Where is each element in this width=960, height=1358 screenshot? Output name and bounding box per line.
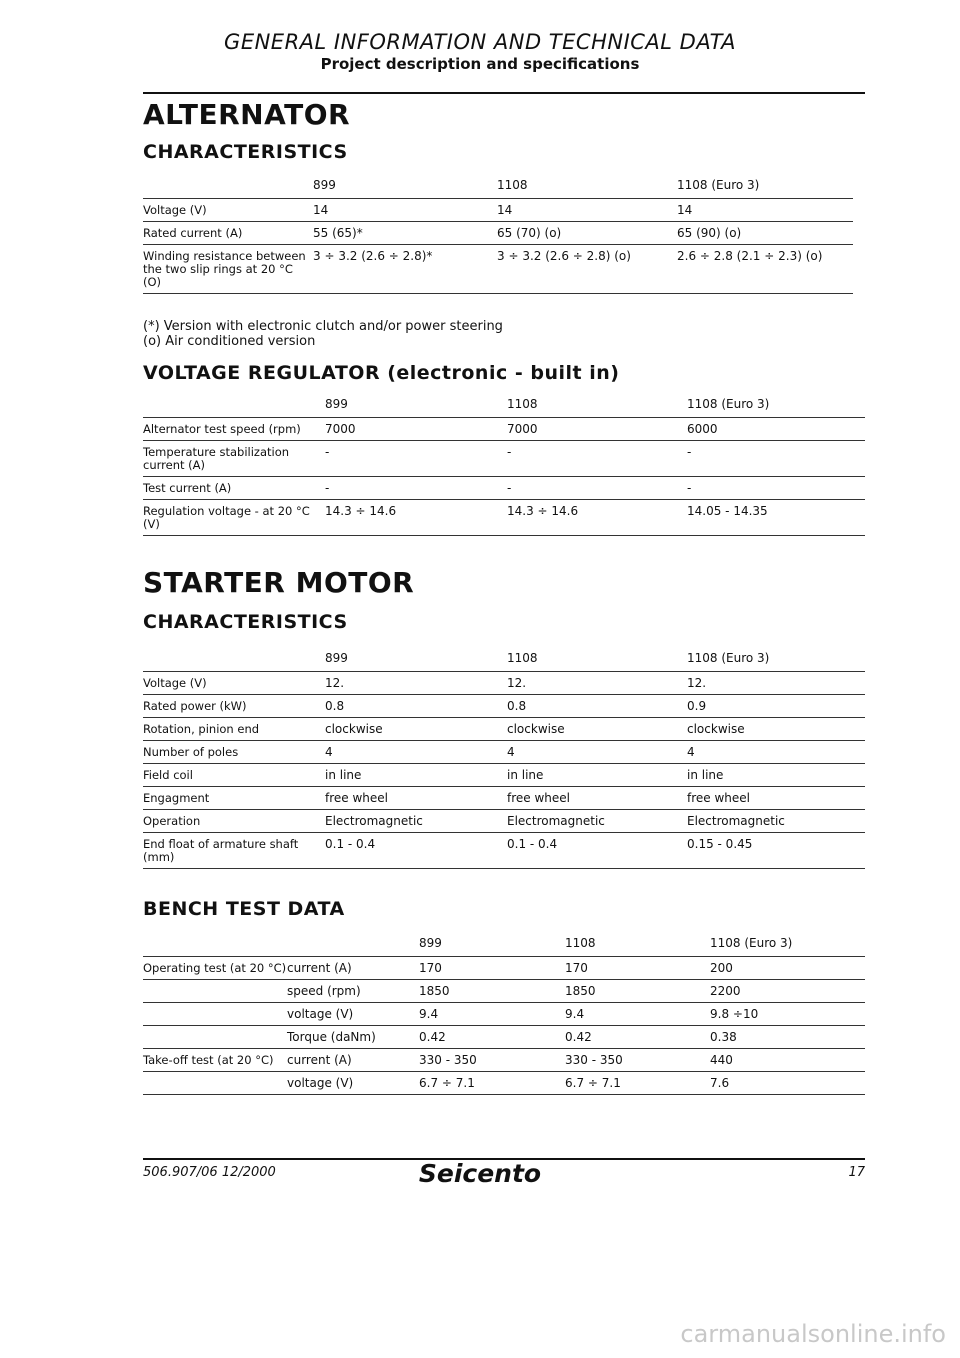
page-number: 17: [848, 1165, 865, 1180]
table-header-row: [143, 397, 865, 418]
table-cell: current (A): [287, 1049, 419, 1072]
table-cell: 330 - 350: [419, 1049, 565, 1072]
alternator-title: ALTERNATOR: [143, 98, 351, 131]
table-cell: 200: [710, 957, 865, 980]
regulator-table: [143, 397, 865, 536]
table-row: [143, 477, 865, 500]
table-cell: speed (rpm): [287, 980, 419, 1003]
table-cell: 0.38: [710, 1026, 865, 1049]
table-cell: 2200: [710, 980, 865, 1003]
table-cell: 65 (70) (o): [497, 222, 677, 245]
column-header: 1108 (Euro 3): [687, 651, 865, 672]
table-cell: 6.7 ÷ 7.1: [565, 1072, 710, 1095]
table-cell: 3 ÷ 3.2 (2.6 ÷ 2.8)*: [313, 245, 497, 294]
watermark: carmanualsonline.info: [680, 1320, 946, 1348]
table-row: [143, 1003, 865, 1026]
table-cell: 12.: [507, 672, 687, 695]
table-cell: 0.8: [325, 695, 507, 718]
table-cell: 4: [687, 741, 865, 764]
table-cell: clockwise: [687, 718, 865, 741]
table-cell: Rotation, pinion end: [143, 718, 325, 741]
table-cell: 9.4: [419, 1003, 565, 1026]
column-header: [287, 936, 419, 957]
table-cell: 0.42: [565, 1026, 710, 1049]
table-cell: Rated power (kW): [143, 695, 325, 718]
table-cell: Rated current (A): [143, 222, 313, 245]
bench-title: BENCH TEST DATA: [143, 898, 345, 920]
column-header: [143, 936, 287, 957]
table-cell: Electromagnetic: [507, 810, 687, 833]
table-cell: 14.05 - 14.35: [687, 500, 865, 536]
starter-table: [143, 651, 865, 869]
model-name: Seicento: [418, 1159, 542, 1188]
table-cell: [143, 980, 287, 1003]
column-header: 899: [325, 397, 507, 418]
table-cell: Alternator test speed (rpm): [143, 418, 325, 441]
table-cell: 14: [497, 199, 677, 222]
table-cell: Take-off test (at 20 °C): [143, 1049, 287, 1072]
column-header: 1108: [507, 651, 687, 672]
table-cell: 12.: [325, 672, 507, 695]
table-cell: -: [687, 441, 865, 477]
table-cell: -: [507, 441, 687, 477]
column-header: 1108 (Euro 3): [687, 397, 865, 418]
column-header: [143, 651, 325, 672]
column-header: [143, 178, 313, 199]
table-row: [143, 718, 865, 741]
starter-subtitle: CHARACTERISTICS: [143, 611, 348, 633]
table-cell: Temperature stabilization current (A): [143, 441, 325, 477]
table-header-row: [143, 178, 853, 199]
header-divider: [143, 92, 865, 94]
table-cell: 0.1 - 0.4: [507, 833, 687, 869]
table-cell: End float of armature shaft (mm): [143, 833, 325, 869]
table-cell: 14.3 ÷ 14.6: [507, 500, 687, 536]
table-cell: 7.6: [710, 1072, 865, 1095]
table-cell: 330 - 350: [565, 1049, 710, 1072]
table-row: [143, 980, 865, 1003]
table-cell: 440: [710, 1049, 865, 1072]
table-cell: in line: [325, 764, 507, 787]
column-header: 1108 (Euro 3): [677, 178, 853, 199]
table-header-row: [143, 936, 865, 957]
table-row: [143, 500, 865, 536]
document-code: 506.907/06 12/2000: [143, 1165, 276, 1180]
table-cell: 6.7 ÷ 7.1: [419, 1072, 565, 1095]
table-row: [143, 199, 853, 222]
column-header: 1108: [507, 397, 687, 418]
table-cell: 0.1 - 0.4: [325, 833, 507, 869]
table-row: [143, 764, 865, 787]
table-cell: free wheel: [325, 787, 507, 810]
table-row: [143, 1049, 865, 1072]
table-cell: 12.: [687, 672, 865, 695]
regulator-title: VOLTAGE REGULATOR (electronic - built in): [143, 362, 620, 384]
table-cell: [143, 1072, 287, 1095]
table-cell: -: [687, 477, 865, 500]
table-cell: 6000: [687, 418, 865, 441]
table-cell: Winding resistance between the two slip rings at 20 °C (O): [143, 245, 313, 294]
table-row: [143, 441, 865, 477]
table-cell: 170: [565, 957, 710, 980]
table-row: [143, 1072, 865, 1095]
alternator-table: [143, 178, 853, 294]
table-cell: 14: [313, 199, 497, 222]
table-cell: 55 (65)*: [313, 222, 497, 245]
table-cell: Electromagnetic: [687, 810, 865, 833]
alternator-notes: [143, 319, 503, 349]
document-header-subtitle: Project description and specifications: [320, 55, 640, 73]
table-cell: clockwise: [325, 718, 507, 741]
table-cell: Engagment: [143, 787, 325, 810]
note-line: (*) Version with electronic clutch and/or power steering: [143, 319, 503, 334]
table-row: [143, 418, 865, 441]
table-cell: 14: [677, 199, 853, 222]
table-cell: in line: [687, 764, 865, 787]
column-header: 899: [313, 178, 497, 199]
table-cell: 170: [419, 957, 565, 980]
table-cell: current (A): [287, 957, 419, 980]
column-header: 1108: [565, 936, 710, 957]
table-cell: in line: [507, 764, 687, 787]
table-row: [143, 1026, 865, 1049]
table-cell: 4: [507, 741, 687, 764]
table-cell: 9.4: [565, 1003, 710, 1026]
table-cell: Field coil: [143, 764, 325, 787]
table-header-row: [143, 651, 865, 672]
table-row: [143, 787, 865, 810]
table-row: [143, 741, 865, 764]
table-cell: 3 ÷ 3.2 (2.6 ÷ 2.8) (o): [497, 245, 677, 294]
table-row: [143, 810, 865, 833]
table-row: [143, 833, 865, 869]
table-cell: 1850: [419, 980, 565, 1003]
alternator-subtitle: CHARACTERISTICS: [143, 141, 348, 163]
table-cell: 7000: [325, 418, 507, 441]
table-cell: -: [325, 441, 507, 477]
table-cell: 4: [325, 741, 507, 764]
table-cell: Voltage (V): [143, 672, 325, 695]
table-cell: Test current (A): [143, 477, 325, 500]
table-cell: voltage (V): [287, 1003, 419, 1026]
table-cell: [143, 1003, 287, 1026]
table-cell: 65 (90) (o): [677, 222, 853, 245]
table-row: [143, 695, 865, 718]
column-header: 899: [419, 936, 565, 957]
table-cell: 0.9: [687, 695, 865, 718]
table-cell: 0.8: [507, 695, 687, 718]
bench-table: [143, 936, 865, 1095]
column-header: [143, 397, 325, 418]
note-line: (o) Air conditioned version: [143, 334, 316, 349]
table-cell: Torque (daNm): [287, 1026, 419, 1049]
table-cell: Voltage (V): [143, 199, 313, 222]
table-cell: 2.6 ÷ 2.8 (2.1 ÷ 2.3) (o): [677, 245, 853, 294]
column-header: 899: [325, 651, 507, 672]
document-header-title: GENERAL INFORMATION AND TECHNICAL DATA: [224, 30, 736, 54]
column-header: 1108: [497, 178, 677, 199]
table-cell: 14.3 ÷ 14.6: [325, 500, 507, 536]
table-cell: 0.15 - 0.45: [687, 833, 865, 869]
table-cell: clockwise: [507, 718, 687, 741]
table-cell: [143, 1026, 287, 1049]
table-cell: 1850: [565, 980, 710, 1003]
starter-title: STARTER MOTOR: [143, 566, 415, 599]
table-cell: free wheel: [507, 787, 687, 810]
table-cell: 7000: [507, 418, 687, 441]
table-cell: Number of poles: [143, 741, 325, 764]
table-row: [143, 672, 865, 695]
table-cell: -: [507, 477, 687, 500]
table-cell: -: [325, 477, 507, 500]
table-row: [143, 957, 865, 980]
table-cell: Operating test (at 20 °C): [143, 957, 287, 980]
table-cell: Electromagnetic: [325, 810, 507, 833]
column-header: 1108 (Euro 3): [710, 936, 865, 957]
table-row: [143, 222, 853, 245]
table-cell: Operation: [143, 810, 325, 833]
table-cell: 9.8 ÷10: [710, 1003, 865, 1026]
table-cell: Regulation voltage - at 20 °C (V): [143, 500, 325, 536]
table-cell: free wheel: [687, 787, 865, 810]
table-cell: 0.42: [419, 1026, 565, 1049]
table-row: [143, 245, 853, 294]
table-cell: voltage (V): [287, 1072, 419, 1095]
